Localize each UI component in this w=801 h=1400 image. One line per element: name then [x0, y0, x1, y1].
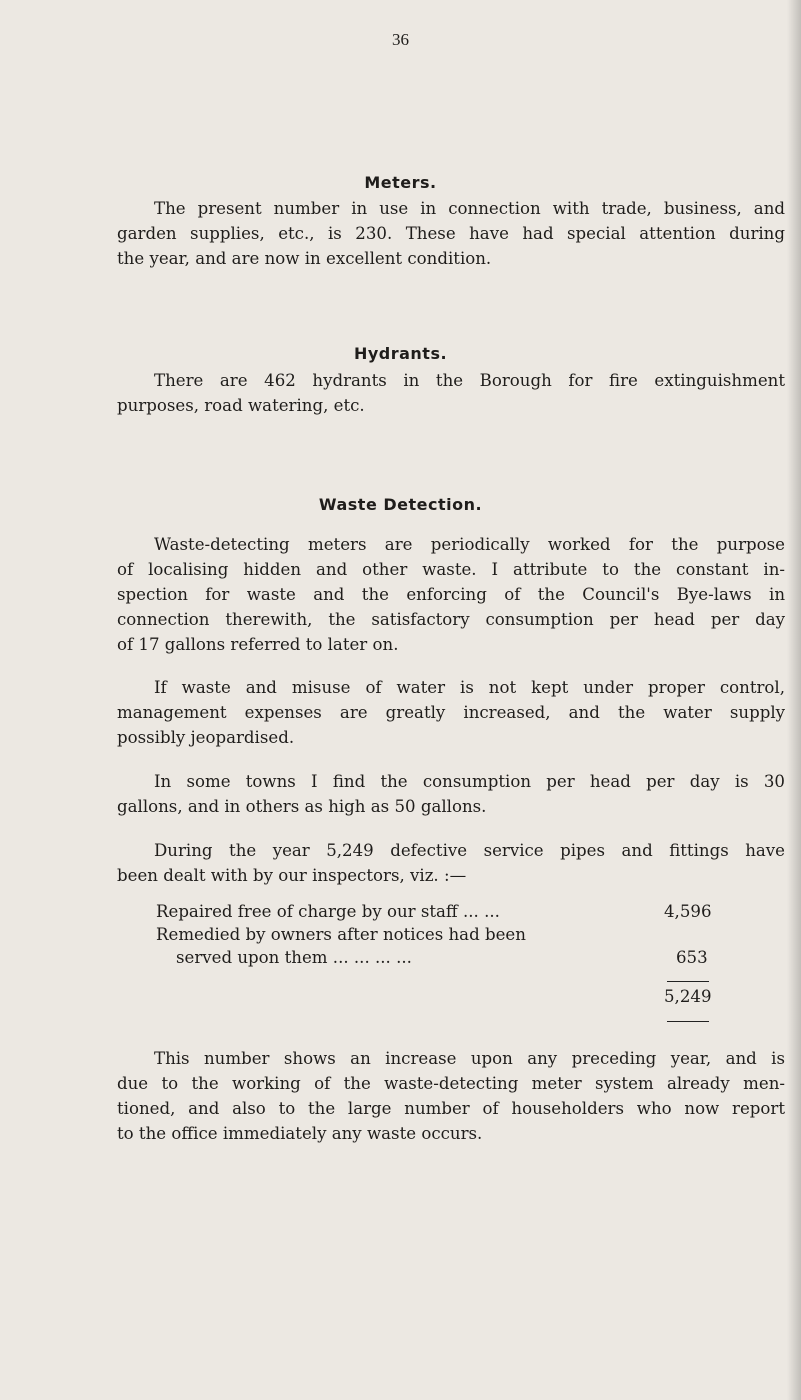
item-remedied-label: Remedied by owners after notices had been	[156, 925, 526, 944]
meters-heading: Meters.	[364, 173, 437, 192]
waste-paragraph-5	[117, 1046, 785, 1146]
text-line: The present number in use in connection with trade, business, and	[154, 199, 785, 218]
text-line: spection for waste and the enforcing of the Council's Bye-laws in	[117, 585, 785, 604]
waste-paragraph-3	[117, 769, 785, 819]
meters-paragraph	[117, 196, 785, 271]
text-line: to the office immediately any waste occurs.	[117, 1124, 483, 1143]
total-rule-bottom	[667, 1021, 709, 1022]
text-line: connection therewith, the satisfactory consumption per head per day	[117, 610, 785, 629]
item-repaired-label: Repaired free of charge by our staff ... ...	[156, 902, 500, 921]
text-line: possibly jeopardised.	[117, 728, 295, 747]
text-line: This number shows an increase upon any preceding year, and is	[154, 1049, 785, 1068]
waste-paragraph-1	[117, 532, 785, 657]
text-line: During the year 5,249 defective service pipes and fittings have	[154, 841, 785, 860]
waste-detection-heading: Waste Detection.	[318, 495, 483, 514]
total-rule-top	[667, 981, 709, 982]
item-remedied-label-cont: served upon them ... ... ... ...	[176, 948, 412, 967]
waste-paragraph-2	[117, 675, 785, 750]
text-line: garden supplies, etc., is 230. These have had special attention during	[117, 224, 785, 243]
page-edge-shadow	[787, 0, 801, 1400]
text-line: management expenses are greatly increased, and the water supply	[117, 703, 785, 722]
text-line: of localising hidden and other waste. I attribute to the constant in-	[117, 560, 785, 579]
text-line: There are 462 hydrants in the Borough for fire extinguishment	[154, 371, 785, 390]
text-line: gallons, and in others as high as 50 gallons.	[117, 797, 487, 816]
text-line: due to the working of the waste-detecting meter system already men-	[117, 1074, 785, 1093]
text-line: tioned, and also to the large number of householders who now report	[117, 1099, 785, 1118]
hydrants-paragraph	[117, 368, 785, 418]
text-line: of 17 gallons referred to later on.	[117, 635, 399, 654]
hydrants-heading: Hydrants.	[353, 344, 448, 363]
item-remedied-value: 653	[676, 948, 708, 967]
text-line: In some towns I find the consumption per head per day is 30	[154, 772, 785, 791]
waste-paragraph-4	[117, 838, 785, 888]
text-line: Waste-detecting meters are periodically worked for the purpose	[154, 535, 785, 554]
page-number: 36	[392, 30, 409, 49]
text-line: the year, and are now in excellent condition.	[117, 249, 492, 268]
item-repaired-value: 4,596	[664, 902, 712, 921]
item-total-value: 5,249	[664, 987, 712, 1006]
text-line: If waste and misuse of water is not kept under proper control,	[154, 678, 785, 697]
text-line: purposes, road watering, etc.	[117, 396, 365, 415]
text-line: been dealt with by our inspectors, viz. :—	[117, 866, 467, 885]
